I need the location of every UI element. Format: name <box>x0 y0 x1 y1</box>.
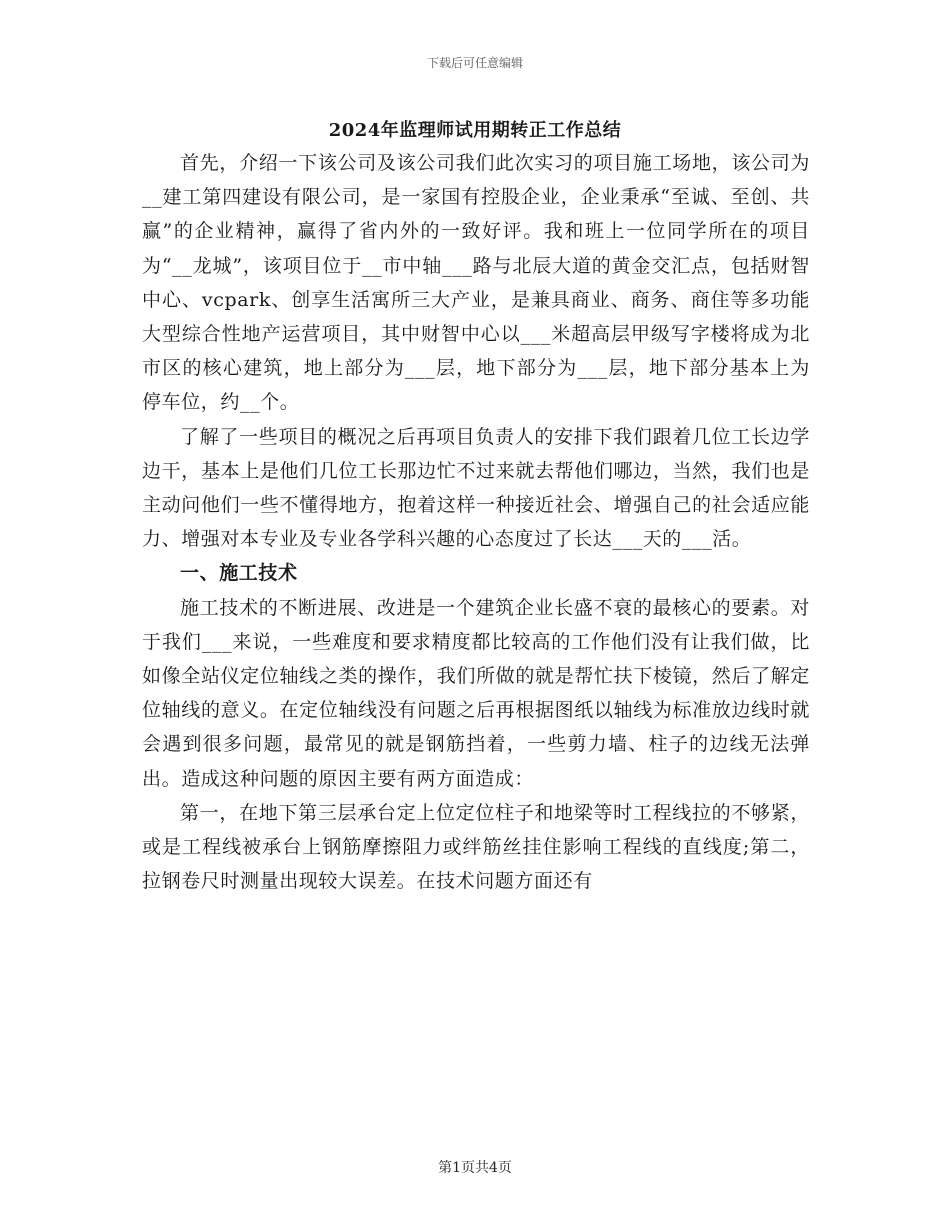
document-title: 2024年监理师试用期转正工作总结 <box>328 120 622 141</box>
page-number: 第1页共4页 <box>438 1160 512 1176</box>
section-heading-construction-tech: 一、施工技术 <box>180 562 298 585</box>
paragraph-company-intro: 首先，介绍一下该公司及该公司我们此次实习的项目施工场地，该公司为__建工第四建设有限公司，是一家国有控股企业，企业秉承“至诚、至创、共赢”的企业精神，赢得了省内外的一致好评。我和班上一位同学所在的项目为“__龙城”，该项目位于__市中轴___路与北辰大道的黄金交汇点，包括财智中心、vcpark、创享生活寓所三大产业，是兼具商业、商务、商住等多功能大型综合性地产运营项目，其中财智中心以___米超高层甲级写字楼将成为北市区的核心建筑，地上部分为___层，地下部分为___层，地下部分基本上为停车位，约__个。 <box>142 152 810 414</box>
paragraph-project-overview: 了解了一些项目的概况之后再项目负责人的安排下我们跟着几位工长边学边干，基本上是他们几位工长那边忙不过来就去帮他们哪边，当然，我们也是主动问他们一些不懂得地方，抱着这样一种接近社会、增强自己的社会适应能力、增强对本专业及专业各学科兴趣的心态度过了长达___天的___活。 <box>142 425 810 551</box>
page-header-note: 下载后可任意编辑 <box>426 56 523 70</box>
document-body <box>142 146 810 898</box>
paragraph-construction-tech: 施工技术的不断进展、改进是一个建筑企业长盛不衰的最核心的要素。对于我们___来说，一些难度和要求精度都比较高的工作他们没有让我们做，比如像全站仪定位轴线之类的操作，我们所做的就是帮忙扶下棱镜，然后了解定位轴线的意义。在定位轴线没有问题之后再根据图纸以轴线为标准放边线时就会遇到很多问题，最常见的就是钢筋挡着，一些剪力墙、柱子的边线无法弹出。造成这种问题的原因主要有两方面造成： <box>142 596 810 790</box>
paragraph-first-cause: 第一，在地下第三层承台定上位定位柱子和地梁等时工程线拉的不够紧，或是工程线被承台上钢筋摩擦阻力或绊筋丝挂住影响工程线的直线度;第二，拉钢卷尺时测量出现较大误差。在技术问题方面还有 <box>142 801 810 893</box>
